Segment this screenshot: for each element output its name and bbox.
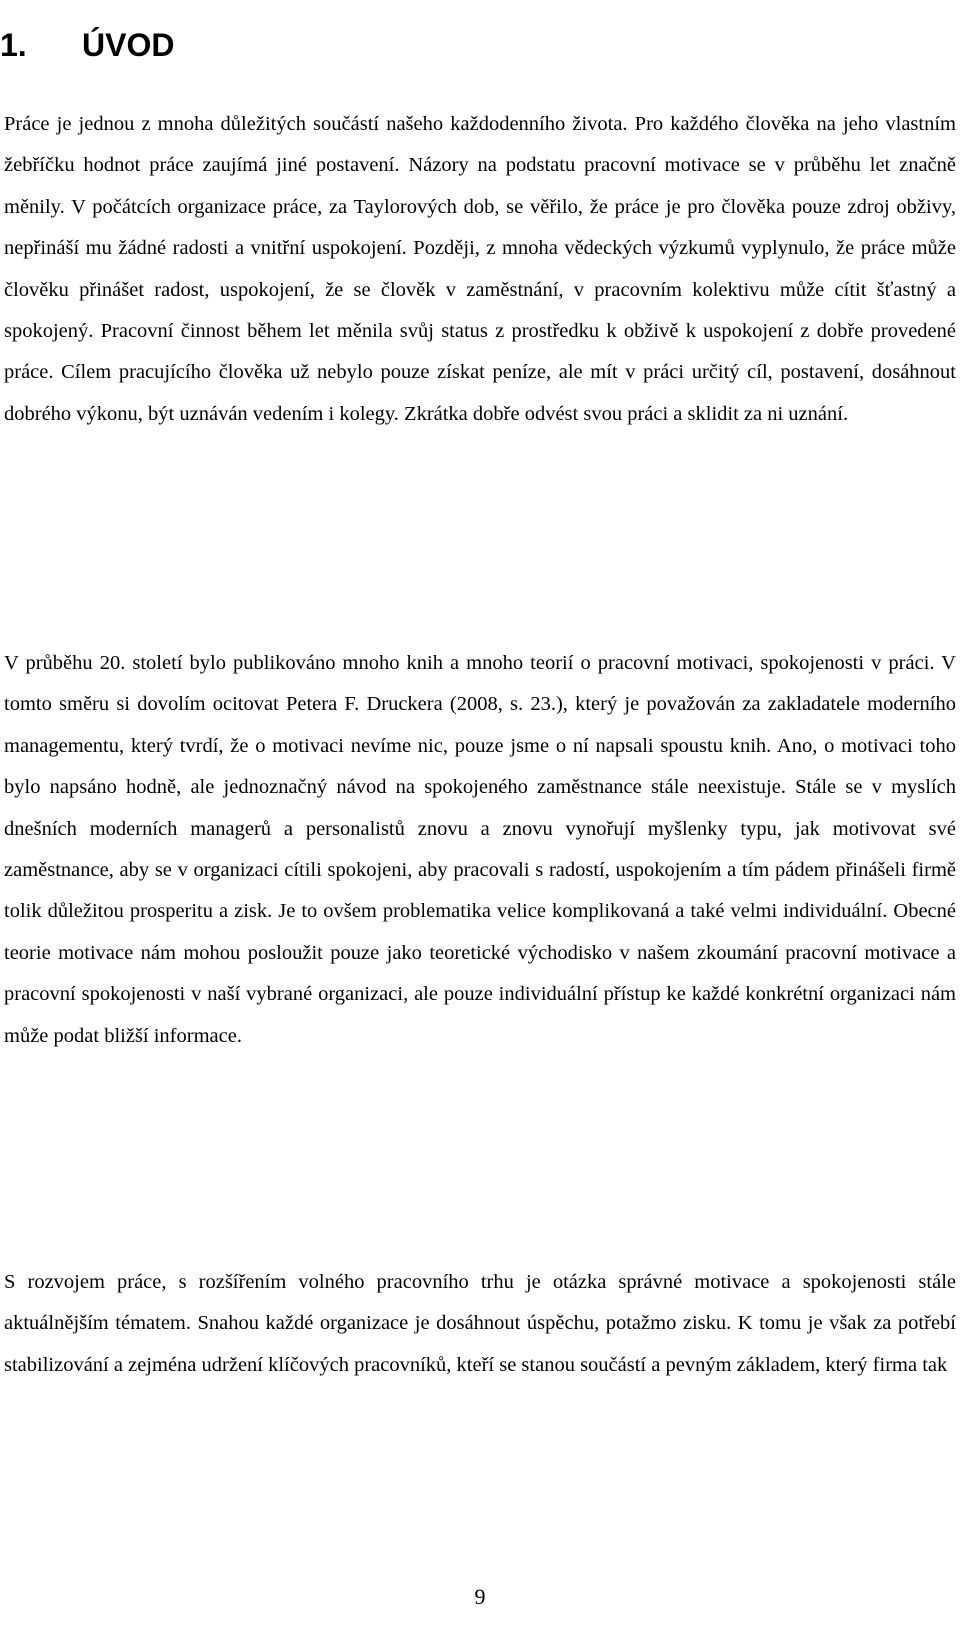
chapter-number: 1.: [0, 26, 27, 63]
chapter-heading: [0, 21, 174, 69]
paragraph-2: V průběhu 20. století bylo publikováno mnoho knih a mnoho teorií o pracovní motivaci, spokojenosti v práci. V tomto směru si dovolím ocitovat Petera F. Druckera (2008, s. 23.), který je považován za zakladatele moderního managementu, který tvrdí, že o motivaci nevíme nic, pouze jsme o ní napsali spoustu knih. Ano, o motivaci toho bylo napsáno hodně, ale jednoznačný návod na spokojeného zaměstnance stále neexistuje. Stále se v myslích dnešních moderních managerů a personalistů znovu a znovu vynořují myšlenky typu, jak motivovat své zaměstnance, aby se v organizaci cítili spokojeni, aby pracovali s radostí, uspokojením a tím pádem přinášeli firmě tolik důležitou prosperitu a zisk. Je to ovšem problematika velice komplikovaná a také velmi individuální. Obecné teorie motivace nám mohou posloužit pouze jako teoretické východisko v našem zkoumání pracovní motivace a pracovní spokojenosti v naší vybrané organizaci, ale pouze individuální přístup ke každé konkrétní organizaci nám může podat bližší informace.: [4, 652, 956, 1047]
paragraph-1: Práce je jednou z mnoha důležitých součástí našeho každodenního života. Pro každého člověka na jeho vlastním žebříčku hodnot práce zaujímá jiné postavení. Názory na podstatu pracovní motivace se v průběhu let značně měnily. V počátcích organizace práce, za Taylorových dob, se věřilo, že práce je pro člověka pouze zdroj obživy, nepřináší mu žádné radosti a vnitřní uspokojení. Později, z mnoha vědeckých výzkumů vyplynulo, že práce může člověku přinášet radost, uspokojení, že se člověk v zaměstnání, v pracovním kolektivu může cítit šťastný a spokojený. Pracovní činnost během let měnila svůj status z prostředku k obživě k uspokojení z dobře provedené práce. Cílem pracujícího člověka už nebylo pouze získat peníze, ale mít v práci určitý cíl, postavení, dosáhnout dobrého výkonu, být uznáván vedením i kolegy. Zkrátka dobře odvést svou práci a sklidit za ni uznání.: [4, 113, 956, 425]
paragraph-3: S rozvojem práce, s rozšířením volného pracovního trhu je otázka správné motivace a spokojenosti stále aktuálnějším tématem. Snahou každé organizace je dosáhnout úspěchu, potažmo zisku. K tomu je však za potřebí stabilizování a zejména udržení klíčových pracovníků, kteří se stanou součástí a pevným základem, který firma tak: [4, 1271, 956, 1376]
chapter-title: ÚVOD: [82, 26, 175, 63]
page-number: 9: [474, 1584, 486, 1609]
